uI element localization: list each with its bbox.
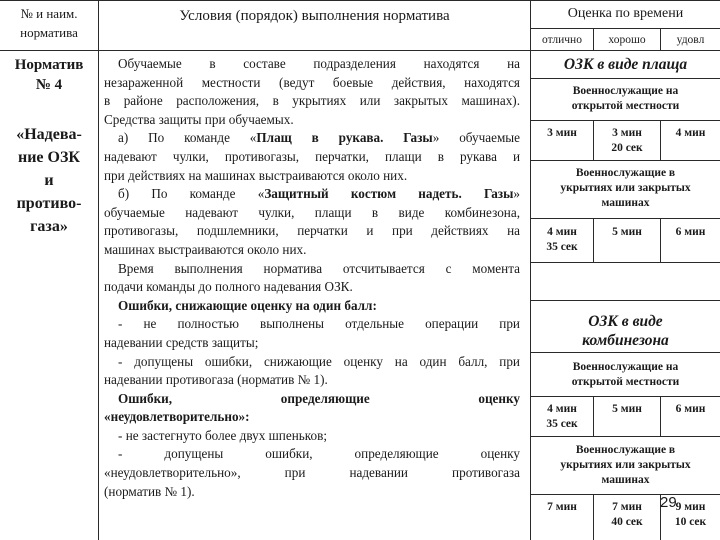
- norm-title: «Надева- ние ОЗК и противо- газа»: [16, 126, 82, 235]
- overall-title: ОЗК в виде комбинезона: [582, 313, 669, 349]
- cloak-open-excellent: 3 мин: [547, 127, 577, 139]
- grade-header-rule: [530, 28, 720, 29]
- header-bottom-rule: [0, 50, 720, 51]
- header-conditions: Условия (порядок) выполнения норматива: [179, 8, 450, 24]
- overall-shelter-satisfactory: 9 мин 10 сек: [674, 501, 707, 528]
- header-number-name: № и наим. норматива: [20, 6, 78, 40]
- grading-rule: [530, 436, 720, 437]
- overall-open-excellent: 4 мин 35 сек: [546, 403, 578, 430]
- norm-number: Норматив № 4: [14, 57, 84, 93]
- cloak-shelter-satisfactory: 6 мин: [675, 226, 706, 238]
- cloak-open-label: Военнослужащие на открытой местности: [571, 85, 680, 112]
- overall-shelter-label: Военнослужащие в укрытиях или закрытых машинах: [560, 444, 691, 486]
- cloak-shelter-excellent: 4 мин 35 сек: [546, 226, 578, 253]
- cloak-open-satisfactory: 4 мин: [675, 127, 706, 139]
- grade-excellent: отлично: [542, 34, 582, 46]
- grade-satisfactory: удовл: [676, 34, 705, 46]
- cloak-shelter-good: 5 мин: [612, 226, 642, 238]
- grading-rule: [530, 160, 720, 161]
- cloak-title: ОЗК в виде плаща: [563, 56, 688, 73]
- grading-rule: [530, 494, 720, 495]
- grading-rule: [530, 262, 720, 263]
- grading-rule: [530, 396, 720, 397]
- header-time-evaluation: Оценка по времени: [567, 6, 684, 21]
- overall-open-good: 5 мин: [612, 403, 642, 415]
- grading-rule: [530, 218, 720, 219]
- overall-open-satisfactory: 6 мин: [675, 403, 706, 415]
- conditions-text: Обучаемые в составе подразделения находятся на незараженной местности (ведут боевые действия, находятся в районе расположения, в укрытиях или закрытых машинах). Средства защиты при обучаемых. а) По команде «Плащ в рукава. Газы» обучаемые надевают чулки, противогазы, перчатки, плащи в рукава и при действиях на машинах выстраиваются около них. б) По команде «Защитный костюм надеть. Газы» обучаемые надевают чулки, плащи в виде комбинезона, противогазы, подшлемники, перчатки и при действиях на машинах выстраиваются около них. Время выполнения норматива отсчитывается с момента подачи команды до полного надевания ОЗК. Ошибки, снижающие оценку на один балл: - не полностью выполнены отдельные операции при надевании средств защиты; - допущены ошибки, снижающие оценку на один балл, при надевании противогаза (норматив № 1). Ошибки, определяющие оценку «неудовлетворительно»: - не застегнуто более двух шпеньков; - допущены ошибки, определяющие оценку «неудовлетворительно», при надевании противогаза (норматив № 1).: [104, 56, 520, 499]
- grading-rule: [530, 352, 720, 353]
- column-rule-1: [98, 0, 99, 540]
- cloak-shelter-label: Военнослужащие в укрытиях или закрытых машинах: [560, 167, 691, 209]
- overall-shelter-excellent: 7 мин: [547, 501, 577, 513]
- overall-shelter-good: 7 мин 40 сек: [611, 501, 643, 528]
- grading-rule: [530, 300, 720, 301]
- grade-good: хорошо: [608, 34, 646, 46]
- table-top-rule: [0, 0, 720, 1]
- grading-rule: [530, 120, 720, 121]
- cloak-open-good: 3 мин 20 сек: [611, 127, 643, 154]
- grading-rule: [530, 78, 720, 79]
- page-number: 29: [660, 494, 677, 511]
- overall-open-label: Военнослужащие на открытой местности: [571, 361, 680, 388]
